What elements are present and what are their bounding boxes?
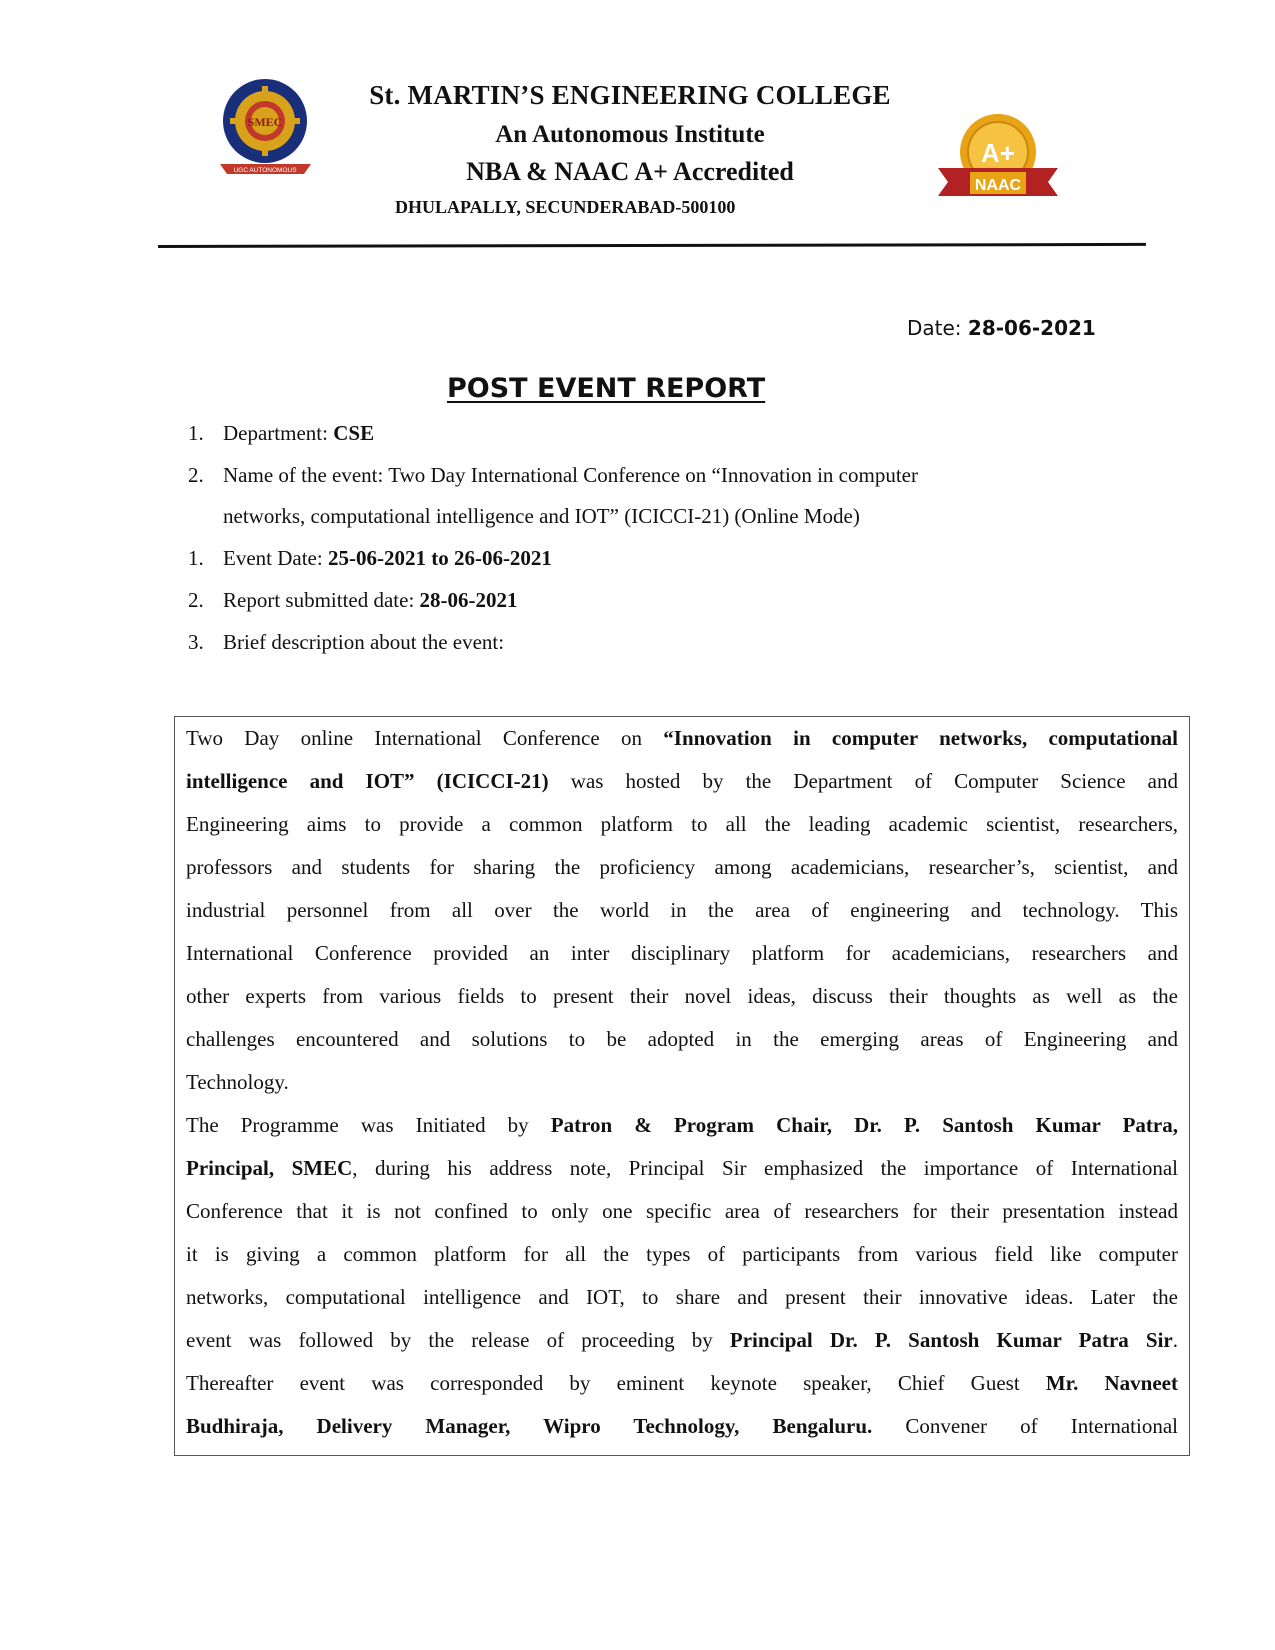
- desc-line: Engineering aims to provide a common platform to all the leading academic scientist, researchers,: [186, 812, 1178, 836]
- desc-line: The Programme was Initiated by Patron & Program Chair, Dr. P. Santosh Kumar Patra,: [186, 1113, 1178, 1137]
- college-seal-logo: [218, 76, 313, 184]
- svg-text:A+: A+: [981, 138, 1015, 168]
- desc-line: challenges encountered and solutions to be adopted in the emerging areas of Engineering and: [186, 1027, 1178, 1051]
- accreditation-subtitle: NBA & NAAC A+ Accredited: [466, 157, 794, 186]
- list-number: 2.: [188, 588, 204, 612]
- list-label: Name of the event: Two Day International Conference on “Innovation in computer: [223, 463, 918, 487]
- college-name: St. MARTIN’S ENGINEERING COLLEGE: [369, 80, 891, 110]
- desc-line: other experts from various fields to present their novel ideas, discuss their thoughts as well as the: [186, 984, 1178, 1008]
- desc-line: Technology.: [186, 1070, 289, 1094]
- svg-text:NAAC: NAAC: [974, 177, 1022, 194]
- desc-line: event was followed by the release of proceeding by Principal Dr. P. Santosh Kumar Patra Sir.: [186, 1328, 1178, 1352]
- desc-line: Thereafter event was corresponded by eminent keynote speaker, Chief Guest Mr. Navneet: [186, 1371, 1178, 1395]
- list-number: 2.: [188, 463, 204, 487]
- desc-line: industrial personnel from all over the world in the area of engineering and technology. This: [186, 898, 1178, 922]
- event-description-box: [174, 716, 1190, 1456]
- page-title: POST EVENT REPORT: [447, 373, 766, 404]
- svg-text:UGC AUTONOMOUS: UGC AUTONOMOUS: [233, 167, 297, 174]
- list-label: Brief description about the event:: [223, 630, 505, 654]
- autonomous-subtitle: An Autonomous Institute: [495, 121, 765, 148]
- desc-line: Conference that it is not confined to only one specific area of researchers for their presentation instead: [186, 1199, 1178, 1223]
- list-label: Department:: [223, 421, 334, 445]
- list-number: 1.: [188, 421, 204, 445]
- svg-text:SMEC: SMEC: [247, 115, 283, 129]
- college-address: DHULAPALLY, SECUNDERABAD-500100: [395, 197, 736, 217]
- list-value: CSE: [333, 421, 375, 445]
- list-number: 3.: [188, 630, 204, 654]
- list-value: 28-06-2021: [419, 588, 518, 612]
- desc-line: Principal, SMEC, during his address note, Principal Sir emphasized the importance of International: [186, 1156, 1178, 1180]
- list-label: Report submitted date:: [223, 588, 420, 612]
- list-label: Event Date:: [223, 546, 328, 570]
- desc-line: it is giving a common platform for all the types of participants from various field like computer: [186, 1242, 1178, 1266]
- desc-line: networks, computational intelligence and IOT, to share and present their innovative ideas. Later the: [186, 1285, 1178, 1309]
- desc-line: professors and students for sharing the proficiency among academicians, researcher’s, scientist, and: [186, 855, 1178, 879]
- desc-line: Two Day online International Conference on “Innovation in computer networks, computational: [186, 726, 1178, 750]
- report-date: [907, 316, 1096, 340]
- list-label-line2: networks, computational intelligence and IOT” (ICICCI-21) (Online Mode): [223, 504, 860, 528]
- header-divider: [158, 243, 1146, 248]
- date-label: Date:: [907, 316, 962, 340]
- list-value: 25-06-2021 to 26-06-2021: [327, 546, 552, 570]
- desc-line: International Conference provided an inter disciplinary platform for academicians, researchers and: [186, 941, 1178, 965]
- smec-college-seal-icon: [218, 76, 313, 184]
- date-value: 28-06-2021: [967, 316, 1096, 340]
- desc-line: Budhiraja, Delivery Manager, Wipro Technology, Bengaluru. Convener of International: [186, 1414, 1178, 1438]
- list-number: 1.: [188, 546, 204, 570]
- event-description: [186, 717, 1178, 1448]
- desc-line: intelligence and IOT” (ICICCI-21) was hosted by the Department of Computer Science and: [186, 769, 1178, 793]
